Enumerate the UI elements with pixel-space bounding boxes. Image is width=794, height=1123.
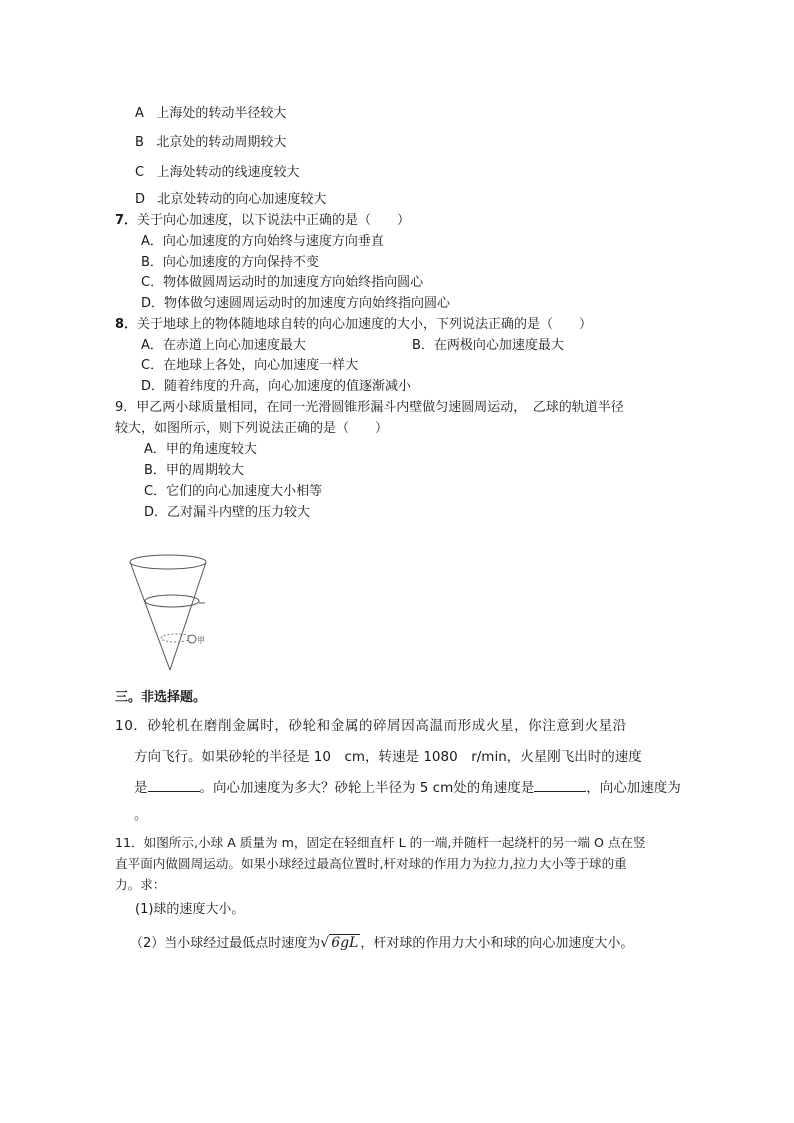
option-letter: C [135,165,145,180]
option-text: 北京处转动的向心加速度较大 [157,192,327,207]
option-text: 上海处的转动半径较大 [156,106,287,121]
option-letter: A [135,106,144,121]
option-letter: B [135,135,144,150]
q6-option-a [135,106,286,122]
q9-option-c: C．它们的向心加速度大小相等 [144,484,323,499]
q11-line2: 直平面内做圆周运动。如果小球经过最高位置时,杆对球的作用力为拉力,拉力大小等于球的重 [115,856,627,871]
question-number: 8． [115,317,138,332]
q7-option-c: C．物体做圆周运动时的加速度方向始终指向圆心 [141,275,424,290]
q10-line3: 是 。向心加速度为多大？砂轮上半径为 5 cm处的角速度是 ，向心加速度为 [134,780,681,796]
q11-line3: 力。求： [115,877,166,892]
question-text: 关于向心加速度，以下说法中正确的是（ ） [137,213,411,228]
q6-option-c [135,165,300,181]
q8-option-c: C．在地球上各处，向心加速度一样大 [141,358,359,373]
q9-option-b: B．甲的周期较大 [144,463,244,478]
q8-stem [115,317,592,333]
option-text: 北京处的转动周期较大 [156,135,287,150]
orbit-lower [161,634,191,642]
q8-option-a: A．在赤道上向心加速度最大 [141,338,306,353]
q6-option-b [135,135,286,151]
figure-label-jia: 甲 [197,636,205,645]
funnel-left-wall [130,562,170,670]
orbit-upper [145,595,199,607]
funnel-figure [125,552,215,674]
answer-blank[interactable] [148,779,200,792]
answer-blank[interactable] [534,779,586,792]
q10-line1: 10．砂轮机在磨削金属时，砂轮和金属的碎屑因高温而形成火星，你注意到火星沿 [115,718,627,734]
q7-option-a: A．向心加速度的方向始终与速度方向垂直 [141,234,384,249]
q7-stem [115,213,410,229]
funnel-rim [130,555,206,569]
section-three-heading: 三。非选择题。 [115,690,207,705]
option-text: 上海处转动的线速度较大 [156,165,300,180]
q9-option-d: D．乙对漏斗内壁的压力较大 [144,505,311,520]
q7-option-b: B．向心加速度的方向保持不变 [141,255,319,270]
q9-stem-line1: 9．甲乙两小球质量相同，在同一光滑圆锥形漏斗内壁做匀速圆周运动， 乙球的轨道半径 [115,400,624,415]
q11-sub1: (1)球的速度大小。 [135,902,245,917]
q6-option-d [135,192,326,208]
option-letter: D [135,192,146,207]
q10-line4: 。 [134,808,148,823]
q11-sub2: （2）当小球经过最低点时速度为√ 6gL ，杆对球的作用力大小和球的向心加速度大小。 [130,935,634,951]
question-text: 关于地球上的物体随地球自转的向心加速度的大小，下列说法正确的是（ ） [137,317,593,332]
q8-option-b: B．在两极向心加速度最大 [412,338,564,353]
funnel-right-wall [170,562,206,670]
question-number: 7． [115,213,138,228]
q9-option-a: A．甲的角速度较大 [144,442,257,457]
q8-option-d: D．随着纬度的升高，向心加速度的值逐渐减小 [141,379,412,394]
q10-line2: 方向飞行。如果砂轮的半径是 10 cm，转速是 1080 r/min，火星刚飞出时的速度 [134,749,642,765]
q9-stem-line2: 较大，如图所示，则下列说法正确的是（ ） [115,421,389,436]
ball-jia [188,635,196,643]
sqrt-expression: √ 6gL [320,935,359,951]
q11-line1: 11．如图所示,小球 A 质量为 m，固定在轻细直杆 L 的一端,并随杆一起绕杆的另一端 O 点在竖 [115,835,646,850]
q7-option-d: D．物体做匀速圆周运动时的加速度方向始终指向圆心 [141,296,451,311]
